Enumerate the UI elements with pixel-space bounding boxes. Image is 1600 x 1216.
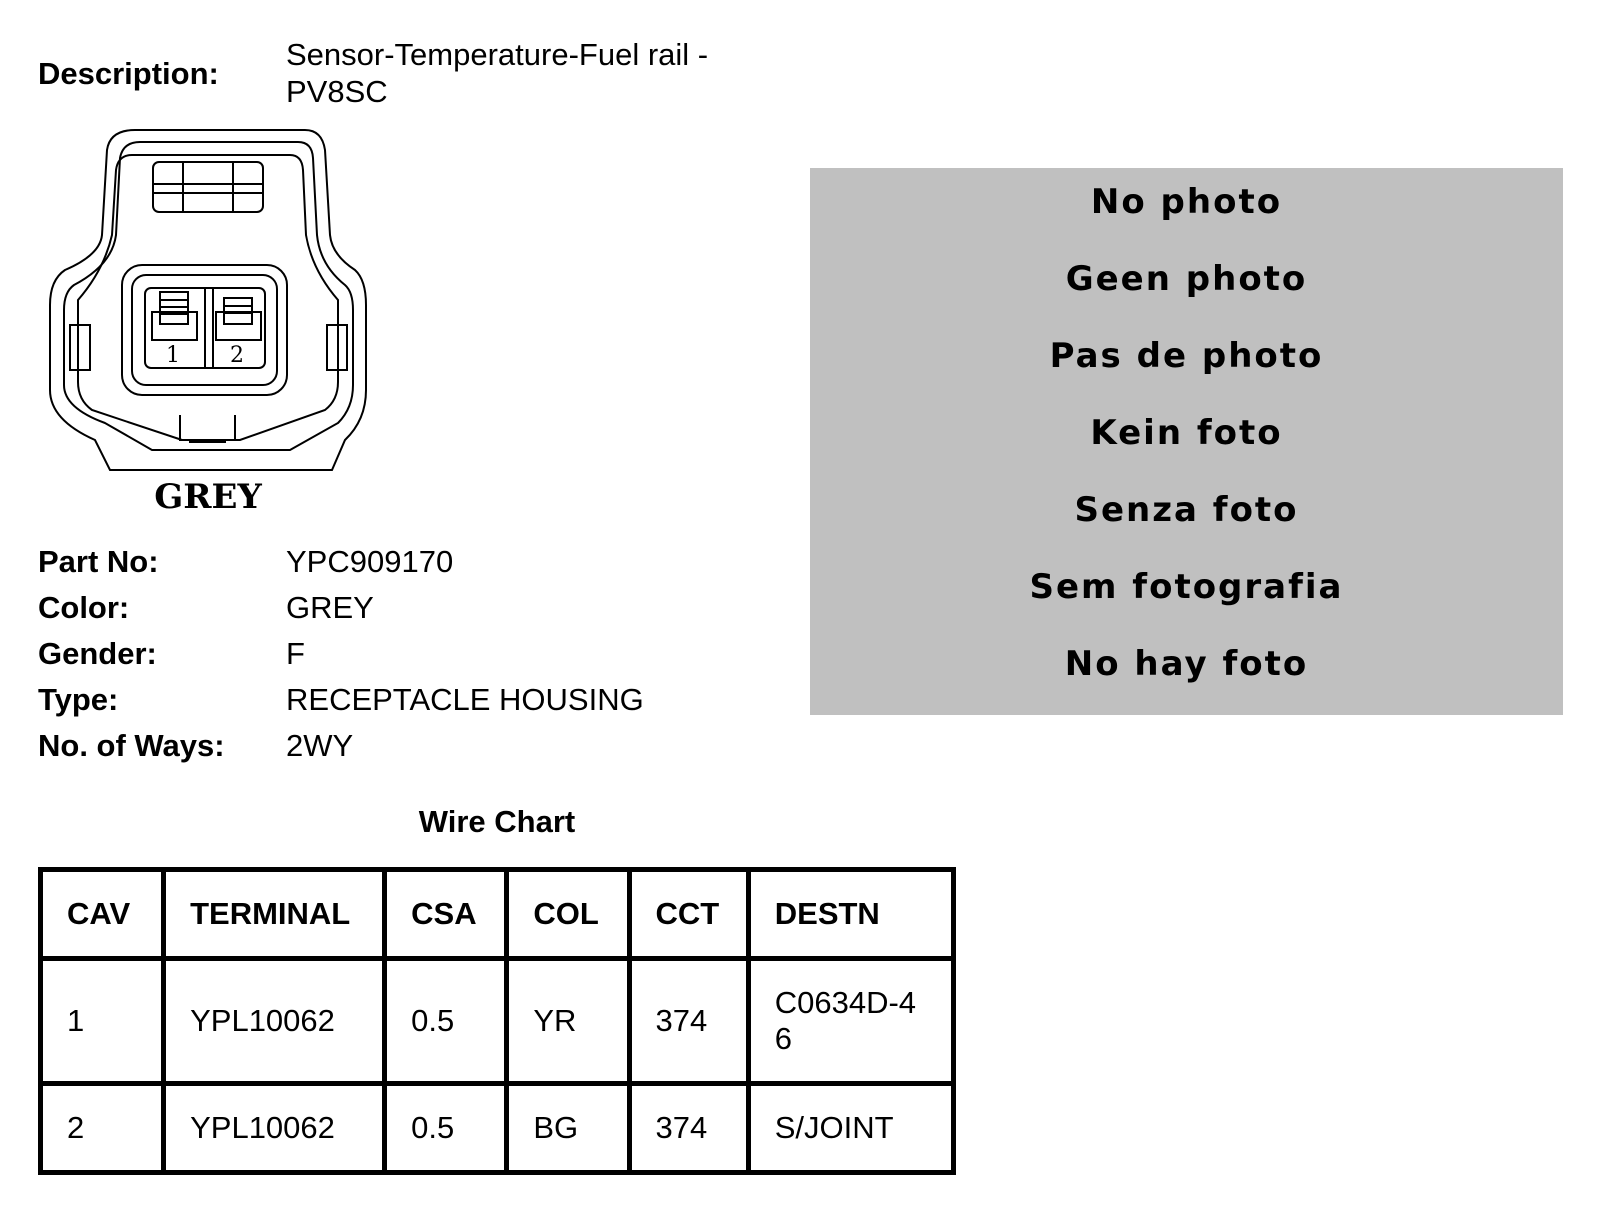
- description-value: Sensor-Temperature-Fuel rail - PV8SC: [286, 37, 709, 109]
- color-value: GREY: [286, 590, 374, 625]
- ways-label: No. of Ways:: [38, 728, 225, 763]
- pin-1-label: 1: [166, 343, 180, 368]
- no-photo-text-es: No hay foto: [1064, 644, 1309, 684]
- ways-value: 2WY: [286, 728, 354, 763]
- column-header-cav: CAV: [41, 870, 164, 959]
- table-row: [41, 959, 954, 1084]
- column-header-csa: CSA: [385, 870, 507, 959]
- cell-cav: 1: [41, 959, 164, 1084]
- no-photo-text-fr: Pas de photo: [1049, 336, 1324, 376]
- column-header-terminal: TERMINAL: [164, 870, 385, 959]
- table-header-row: [41, 870, 954, 959]
- cell-col: YR: [507, 959, 629, 1084]
- column-header-cct: CCT: [629, 870, 748, 959]
- pin-2-label: 2: [230, 343, 244, 368]
- no-photo-text-nl: Geen photo: [1065, 259, 1308, 299]
- cell-cav: 2: [41, 1084, 164, 1173]
- connector-face-drawing: [40, 120, 380, 530]
- part-no-label: Part No:: [38, 544, 159, 579]
- cell-destn: [748, 959, 953, 1084]
- gender-label: Gender:: [38, 636, 157, 671]
- cell-csa: 0.5: [385, 1084, 507, 1173]
- cell-col: BG: [507, 1084, 629, 1173]
- type-label: Type:: [38, 682, 119, 717]
- cell-destn: S/JOINT: [748, 1084, 953, 1173]
- column-header-col: COL: [507, 870, 629, 959]
- color-label: Color:: [38, 590, 130, 625]
- type-value: RECEPTACLE HOUSING: [286, 682, 644, 717]
- part-no-value: YPC909170: [286, 544, 454, 579]
- cell-cct: 374: [629, 959, 748, 1084]
- no-photo-text-it: Senza foto: [1074, 490, 1299, 530]
- no-photo-text-en: No photo: [1090, 182, 1283, 222]
- wire-chart-title: Wire Chart: [418, 804, 576, 839]
- cell-destn-text: C0634D-46: [774, 985, 917, 1056]
- cell-terminal: YPL10062: [164, 959, 385, 1084]
- cell-terminal: YPL10062: [164, 1084, 385, 1173]
- cell-cct: 374: [629, 1084, 748, 1173]
- column-header-destn: DESTN: [748, 870, 953, 959]
- no-photo-placeholder: [810, 168, 1563, 715]
- description-label: Description:: [38, 56, 219, 91]
- cell-csa: 0.5: [385, 959, 507, 1084]
- gender-value: F: [286, 636, 305, 671]
- no-photo-text-de: Kein foto: [1090, 413, 1283, 453]
- connector-color-label: GREY: [154, 477, 262, 517]
- no-photo-text-pt: Sem fotografia: [1029, 567, 1344, 607]
- table-row: [41, 1084, 954, 1173]
- wire-chart-table: [38, 867, 956, 1175]
